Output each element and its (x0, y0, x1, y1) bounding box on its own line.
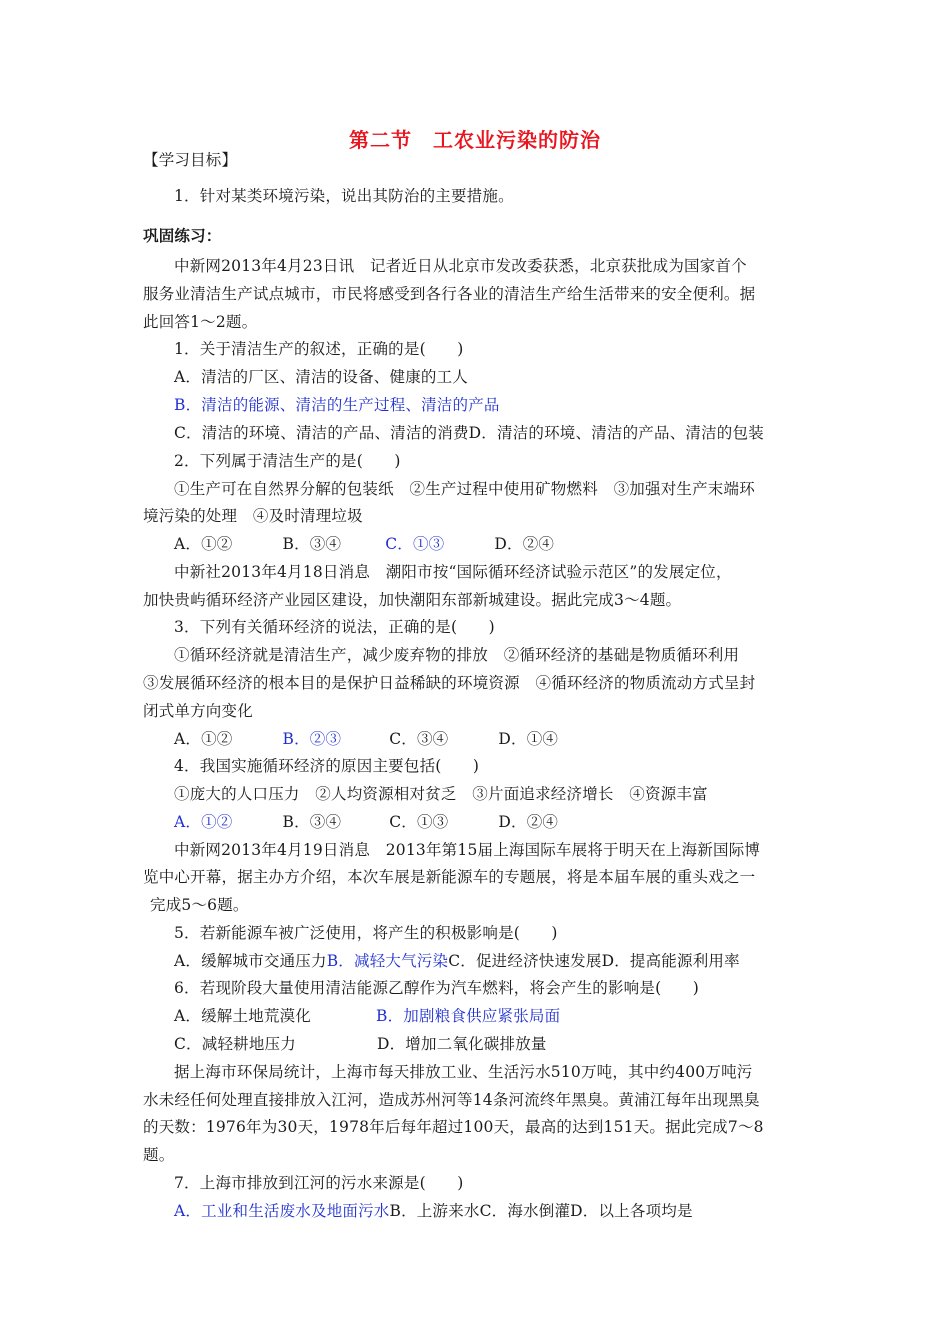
page-title: 第二节 工农业污染的防治 (349, 128, 601, 152)
question-1-option-a: A．清洁的厂区、清洁的设备、健康的工人 (174, 368, 468, 386)
choice-b-answer: B．减轻大气污染 (326, 952, 449, 970)
passage-1-line: 此回答1～2题。 (143, 313, 258, 331)
passage-1-line: 服务业清洁生产试点城市，市民将感受到各行各业的清洁生产给生活带来的安全便利。据 (143, 285, 756, 303)
question-2-statements: 境污染的处理 ④及时清理垃圾 (143, 507, 363, 525)
choice-a-answer: A．工业和生活废水及地面污水 (174, 1202, 390, 1220)
question-5-stem: 5．若新能源车被广泛使用，将产生的积极影响是( ) (174, 924, 558, 942)
passage-2-line: 中新社2013年4月18日消息 潮阳市按“国际循环经济试验示范区”的发展定位， (174, 563, 732, 581)
choice-b-answer: B．②③ (282, 730, 342, 748)
choice-c: C．③④ (389, 730, 449, 748)
choice-c-answer: C．①③ (385, 535, 445, 553)
objective-item: 1．针对某类环境污染，说出其防治的主要措施。 (174, 187, 514, 205)
choice-a: A．缓解城市交通压力 (174, 952, 327, 970)
choice-d: D．①④ (498, 730, 559, 748)
passage-1-line: 中新网2013年4月23日讯 记者近日从北京市发改委获悉，北京获批成为国家首个 (174, 257, 747, 275)
question-5-choices (174, 951, 740, 971)
passage-2-line: 加快贵屿循环经济产业园区建设，加快潮阳东部新城建设。据此完成3～4题。 (143, 591, 682, 609)
question-6-choices-row1 (174, 1006, 560, 1026)
question-2-statements: ①生产可在自然界分解的包装纸 ②生产过程中使用矿物燃料 ③加强对生产末端环 (174, 480, 755, 498)
question-3-choices (174, 729, 558, 749)
question-3-stem: 3．下列有关循环经济的说法，正确的是( ) (174, 618, 495, 636)
choice-a-answer: A．①② (174, 813, 233, 831)
choice-b-answer: B．加剧粮食供应紧张局面 (376, 1007, 561, 1025)
passage-3-line: 完成5～6题。 (150, 896, 249, 914)
passage-4-line: 水未经任何处理直接排放入江河，造成苏州河等14条河流终年黑臭。黄浦江每年出现黑臭 (143, 1091, 760, 1109)
question-2-choices (174, 534, 554, 554)
question-6-stem: 6．若现阶段大量使用清洁能源乙醇作为汽车燃料，将会产生的影响是( ) (174, 979, 699, 997)
choice-a: A．①② (174, 535, 233, 553)
question-2-stem: 2．下列属于清洁生产的是( ) (174, 452, 401, 470)
passage-4-line: 的天数：1976年为30天，1978年后每年超过100天，最高的达到151天。据此完成7～8 (143, 1118, 764, 1136)
objectives-header: 【学习目标】 (143, 151, 238, 169)
choice-c: C．减轻耕地压力 (174, 1035, 296, 1053)
passage-4-line: 题。 (143, 1146, 175, 1164)
choice-a: A．①② (174, 730, 233, 748)
choice-c: C．①③ (389, 813, 449, 831)
choice-a: A．缓解土地荒漠化 (174, 1007, 311, 1025)
practice-header: 巩固练习： (143, 226, 222, 245)
question-4-stem: 4．我国实施循环经济的原因主要包括( ) (174, 757, 480, 775)
question-1-options-cd: C．清洁的环境、清洁的产品、清洁的消费D．清洁的环境、清洁的产品、清洁的包装 (174, 424, 764, 442)
question-1-stem: 1．关于清洁生产的叙述，正确的是( ) (174, 340, 464, 358)
choice-b: B．③④ (282, 813, 342, 831)
question-7-choices (174, 1201, 693, 1221)
question-4-statements: ①庞大的人口压力 ②人均资源相对贫乏 ③片面追求经济增长 ④资源丰富 (174, 785, 708, 803)
question-3-statements: ③发展循环经济的根本目的是保护日益稀缺的环境资源 ④循环经济的物质流动方式呈封 (143, 674, 756, 692)
question-4-choices (174, 812, 558, 832)
choice-d: D．②④ (498, 813, 559, 831)
choices-cd: C．促进经济快速发展D．提高能源利用率 (448, 952, 740, 970)
choice-d: D．②④ (494, 535, 555, 553)
passage-3-line: 览中心开幕，据主办方介绍，本次车展是新能源车的专题展，将是本届车展的重头戏之一 (143, 868, 756, 886)
passage-4-line: 据上海市环保局统计，上海市每天排放工业、生活污水510万吨，其中约400万吨污 (174, 1063, 753, 1081)
question-6-choices-row2 (174, 1034, 547, 1054)
passage-3-line: 中新网2013年4月19日消息 2013年第15届上海国际车展将于明天在上海新国际博 (174, 841, 761, 859)
choice-b: B．③④ (282, 535, 342, 553)
question-3-statements: ①循环经济就是清洁生产，减少废弃物的排放 ②循环经济的基础是物质循环利用 (174, 646, 740, 664)
choices-bcd: B．上游来水C．海水倒灌D．以上各项均是 (389, 1202, 693, 1220)
question-1-option-b-answer: B．清洁的能源、清洁的生产过程、清洁的产品 (174, 396, 500, 414)
question-7-stem: 7．上海市排放到江河的污水来源是( ) (174, 1174, 464, 1192)
question-3-statements: 闭式单方向变化 (143, 702, 253, 720)
choice-d: D．增加二氧化碳排放量 (376, 1035, 547, 1053)
